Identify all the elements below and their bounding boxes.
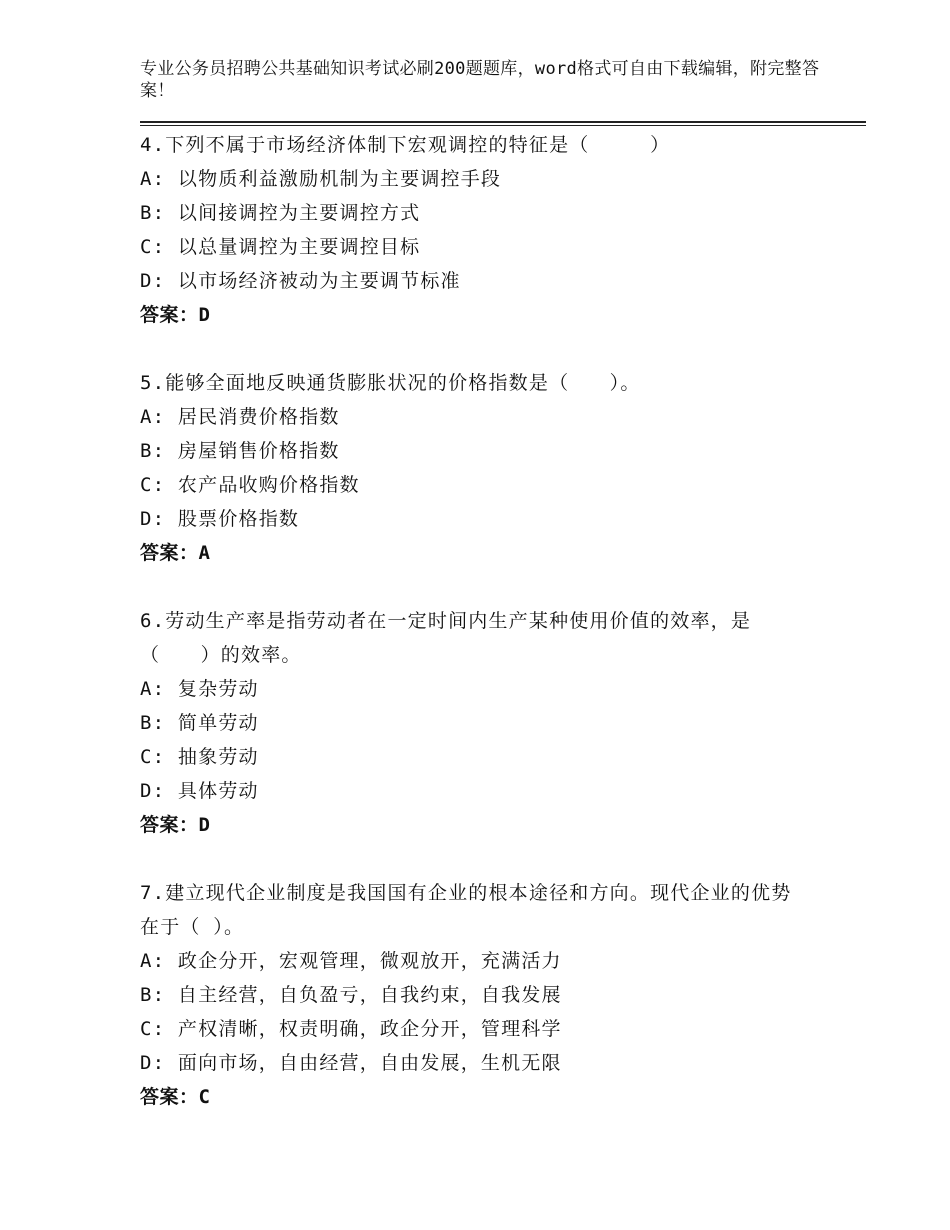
header-divider-thick — [140, 121, 866, 123]
question-stem: 6.劳动生产率是指劳动者在一定时间内生产某种使用价值的效率，是（ ）的效率。 — [140, 610, 752, 666]
option-c: C: 农产品收购价格指数 — [140, 474, 360, 496]
option-a: A: 政企分开，宏观管理，微观放开，充满活力 — [140, 950, 562, 972]
answer-line: 答案：D — [140, 814, 211, 836]
document-header: 专业公务员招聘公共基础知识考试必刷200题题库，word格式可自由下载编辑，附完整答案！ — [140, 59, 820, 101]
option-a: A: 复杂劳动 — [140, 678, 259, 700]
question-4 — [140, 128, 840, 332]
question-5 — [140, 366, 840, 570]
answer-line: 答案：D — [140, 304, 211, 326]
option-b: B: 自主经营，自负盈亏，自我约束，自我发展 — [140, 984, 562, 1006]
question-list — [140, 128, 840, 1148]
option-c: C: 以总量调控为主要调控目标 — [140, 236, 421, 258]
header-divider-thin — [140, 125, 866, 126]
option-d: D: 具体劳动 — [140, 780, 259, 802]
option-c: C: 抽象劳动 — [140, 746, 259, 768]
option-a: A: 以物质利益激励机制为主要调控手段 — [140, 168, 502, 190]
question-stem: 7.建立现代企业制度是我国国有企业的根本途径和方向。现代企业的优势在于（ ）。 — [140, 882, 792, 938]
question-stem: 5.能够全面地反映通货膨胀状况的价格指数是（ ）。 — [140, 372, 641, 394]
option-b: B: 以间接调控为主要调控方式 — [140, 202, 421, 224]
option-d: D: 以市场经济被动为主要调节标准 — [140, 270, 461, 292]
option-c: C: 产权清晰，权责明确，政企分开，管理科学 — [140, 1018, 562, 1040]
option-a: A: 居民消费价格指数 — [140, 406, 340, 428]
question-7 — [140, 876, 840, 1114]
answer-line: 答案：A — [140, 542, 211, 564]
option-b: B: 房屋销售价格指数 — [140, 440, 340, 462]
question-stem: 4.下列不属于市场经济体制下宏观调控的特征是（ ） — [140, 134, 671, 156]
answer-line: 答案：C — [140, 1086, 211, 1108]
option-d: D: 面向市场，自由经营，自由发展，生机无限 — [140, 1052, 562, 1074]
option-d: D: 股票价格指数 — [140, 508, 300, 530]
option-b: B: 简单劳动 — [140, 712, 259, 734]
question-6 — [140, 604, 840, 842]
